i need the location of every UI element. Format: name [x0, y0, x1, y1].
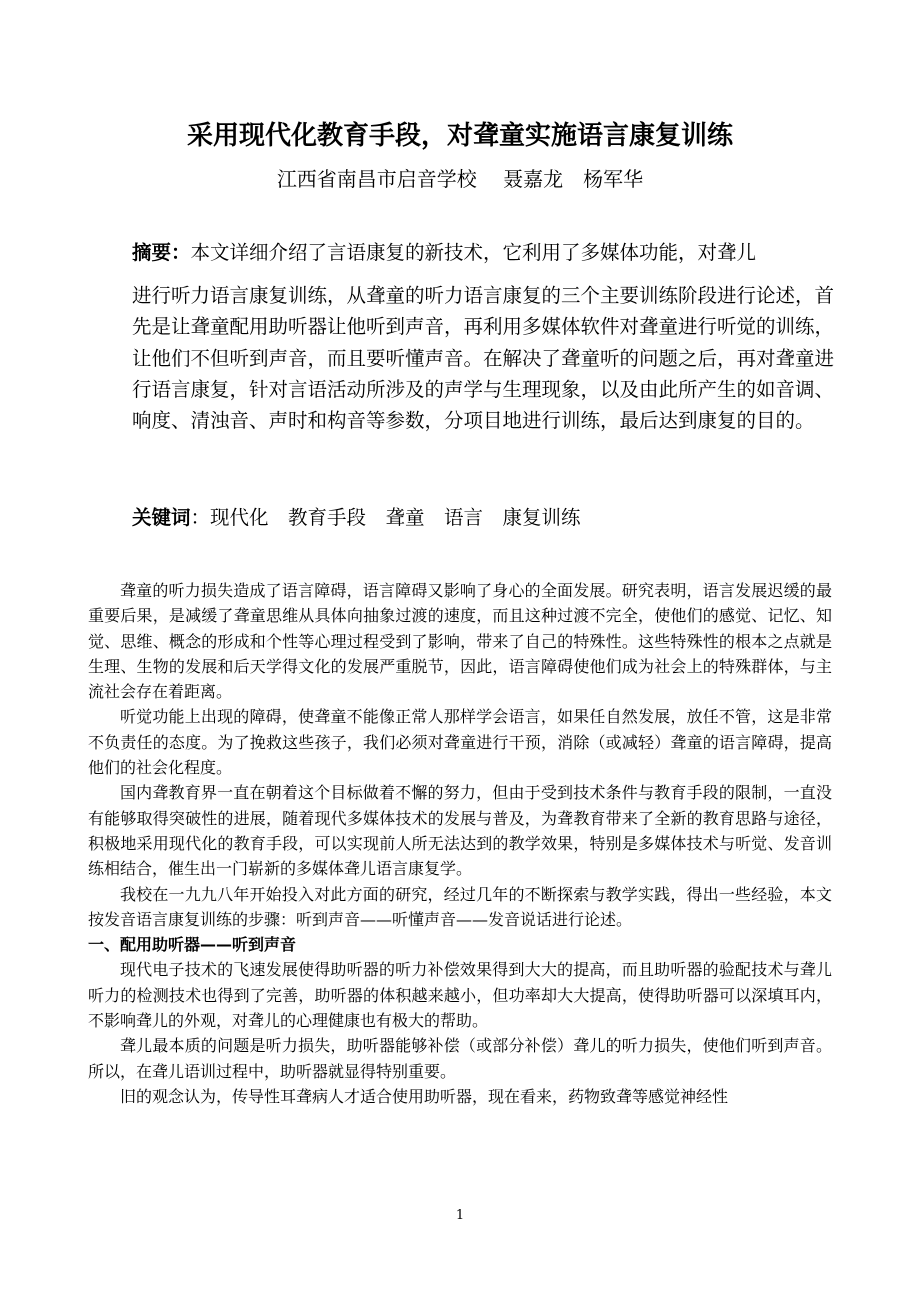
- page-number: 1: [455, 1208, 465, 1223]
- paragraph: 旧的观念认为，传导性耳聋病人才适合使用助听器，现在看来，药物致聋等感觉神经性: [120, 1086, 729, 1106]
- paragraph: 国内聋教育界一直在朝着这个目标做着不懈的努力，但由于受到技术条件与教育手段的限制，一直没有能够取得突破性的进展，随着现代多媒体技术的发展与普及，为聋教育带来了全新的教育思路与途径，积极地采用现代化的教育手段，可以实现前人所无法达到的教学效果，特别是多媒体技术与听觉、发音训练相结合，催生出一门崭新的多媒体聋儿语言康复学。: [88, 783, 832, 879]
- document-authors: 江西省南昌市启音学校 聂嘉龙 杨军华: [276, 167, 644, 191]
- abstract-first-text: 本文详细介绍了言语康复的新技术，它利用了多媒体功能，对聋儿: [190, 241, 757, 264]
- paragraph: 聋儿最本质的问题是听力损失，助听器能够补偿（或部分补偿）聋儿的听力损失，使他们听到声音。所以，在聋儿语训过程中，助听器就显得特别重要。: [88, 1036, 832, 1081]
- section-heading: 一、配用助听器——听到声音: [88, 935, 297, 955]
- keywords-label: 关键词: [132, 506, 191, 529]
- abstract-first-line: [132, 237, 838, 268]
- paragraph: 现代电子技术的飞速发展使得助听器的听力补偿效果得到大大的提高，而且助听器的验配技术与聋儿听力的检测技术也得到了完善，助听器的体积越来越小，但功率却大大提高，使得助听器可以深填耳内，不影响聋儿的外观，对聋儿的心理健康也有极大的帮助。: [88, 960, 832, 1031]
- document-title: 采用现代化教育手段，对聋童实施语言康复训练: [186, 121, 733, 151]
- paragraph: 我校在一九九八年开始投入对此方面的研究，经过几年的不断探索与教学实践，得出一些经验，本文按发音语言康复训练的步骤：听到声音——听懂声音——发音说话进行论述。: [88, 884, 832, 929]
- abstract-label: 摘要：: [132, 241, 191, 264]
- paragraph: 听觉功能上出现的障碍，使聋童不能像正常人那样学会语言，如果任自然发展，放任不管，这是非常不负责任的态度。为了挽救这些孩子，我们必须对聋童进行干预，消除（或减轻）聋童的语言障碍，提高他们的社会化程度。: [88, 707, 832, 778]
- body-text: [88, 578, 832, 1109]
- paragraph: 聋童的听力损失造成了语言障碍，语言障碍又影响了身心的全面发展。研究表明，语言发展迟缓的最重要后果，是减缓了聋童思维从具体向抽象过渡的速度，而且这种过渡不完全，使他们的感觉、记忆、知觉、思维、概念的形成和个性等心理过程受到了影响，带来了自己的特殊性。这些特殊性的根本之点就是生理、生物的发展和后天学得文化的发展严重脱节，因此，语言障碍使他们成为社会上的特殊群体，与主流社会存在着距离。: [88, 581, 832, 702]
- keywords-text: ：现代化 教育手段 聋童 语言 康复训练: [190, 506, 581, 529]
- keywords: [132, 503, 838, 533]
- abstract: [132, 237, 838, 436]
- abstract-body: 进行听力语言康复训练，从聋童的听力语言康复的三个主要训练阶段进行论述，首先是让聋童配用助听器让他听到声音，再利用多媒体软件对聋童进行听觉的训练，让他们不但听到声音，而且要听懂声音。在解决了聋童听的问题之后，再对聋童进行语言康复，针对言语活动所涉及的声学与生理现象，以及由此所产生的如音调、响度、清浊音、声时和构音等参数，分项目地进行训练，最后达到康复的目的。: [132, 284, 835, 433]
